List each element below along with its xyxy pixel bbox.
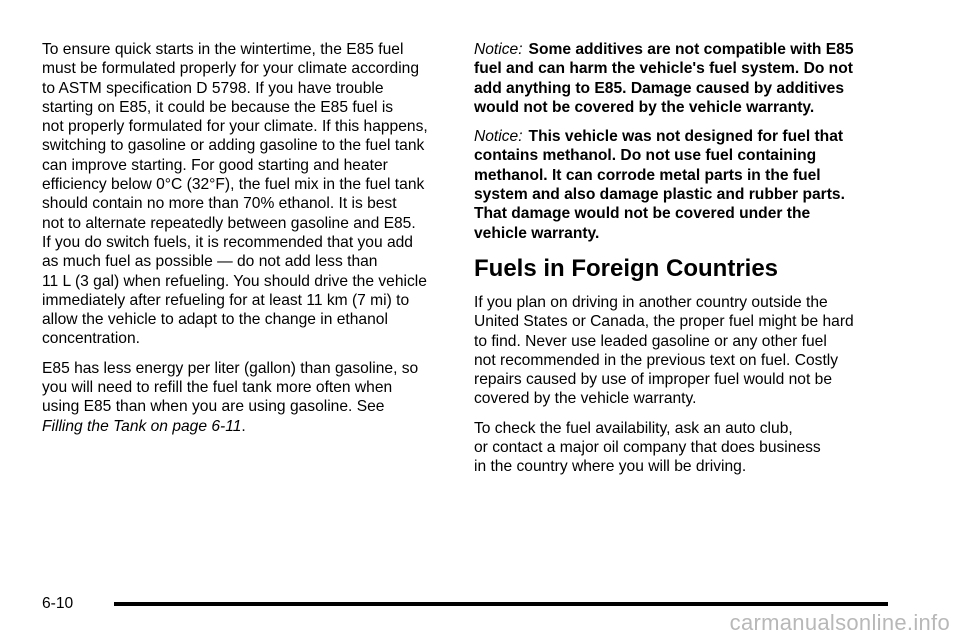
- filling-tank-reference-link[interactable]: Filling the Tank on page 6-11: [42, 417, 242, 435]
- notice-methanol-text: This vehicle was not designed for fuel that contains methanol. Do not use fuel containing methanol. It can corrode metal parts in the fuel system and also damage plastic and rubber parts. That damage would not be covered under the vehicle warranty.: [474, 128, 845, 242]
- e85-energy-end: .: [241, 417, 246, 435]
- fuel-availability-paragraph: To check the fuel availability, ask an auto club, or contact a major oil company that does business in the country where you will be driving.: [474, 419, 821, 476]
- watermark: carmanualsonline.info: [729, 610, 950, 635]
- footer-rule: [114, 602, 888, 606]
- page-number: 6-10: [42, 595, 74, 612]
- right-column: [474, 40, 894, 487]
- notice-label: Notice:: [474, 128, 523, 146]
- e85-energy-paragraph: [42, 359, 452, 436]
- section-heading: Fuels in Foreign Countries: [474, 254, 779, 282]
- left-column: [42, 40, 452, 446]
- foreign-fuel-paragraph: If you plan on driving in another country outside the United States or Canada, the proper fuel might be hard to find. Never use leaded gasoline or any other fuel not recommended in the previous text on fuel. Costly repairs caused by use of improper fuel would not be covered by the vehicle warranty.: [474, 293, 854, 408]
- e85-winter-paragraph: To ensure quick starts in the wintertime, the E85 fuel must be formulated properly for your climate according to ASTM specification D 5798. If you have trouble starting on E85, it could be because the E85 fuel is not properly formulated for your climate. If this happens, switching to gasoline or adding gasoline to the fuel tank can improve starting. For good starting and heater efficiency below 0°C (32°F), the fuel mix in the fuel tank should contain no more than 70% ethanol. It is best not to alternate repeatedly between gasoline and E85. If you do switch fuels, it is recommended that you add as much fuel as possible — do not add less than 11 L (3 gal) when refueling. You should drive the vehicle immediately after refueling for at least 11 km (7 mi) to allow the vehicle to adapt to the change in ethanol concentration.: [42, 41, 428, 348]
- notice-additives: [474, 40, 894, 117]
- notice-additives-text: Some additives are not compatible with E85 fuel and can harm the vehicle's fuel system. Do not add anything to E85. Damage caused by additives would not be covered by the vehicle warranty.: [474, 41, 854, 116]
- notice-label: Notice:: [474, 41, 523, 58]
- e85-energy-text: E85 has less energy per liter (gallon) than gasoline, so you will need to refill the fuel tank more often when using E85 than when you are using gasoline. See: [42, 359, 419, 416]
- notice-methanol: [474, 127, 894, 243]
